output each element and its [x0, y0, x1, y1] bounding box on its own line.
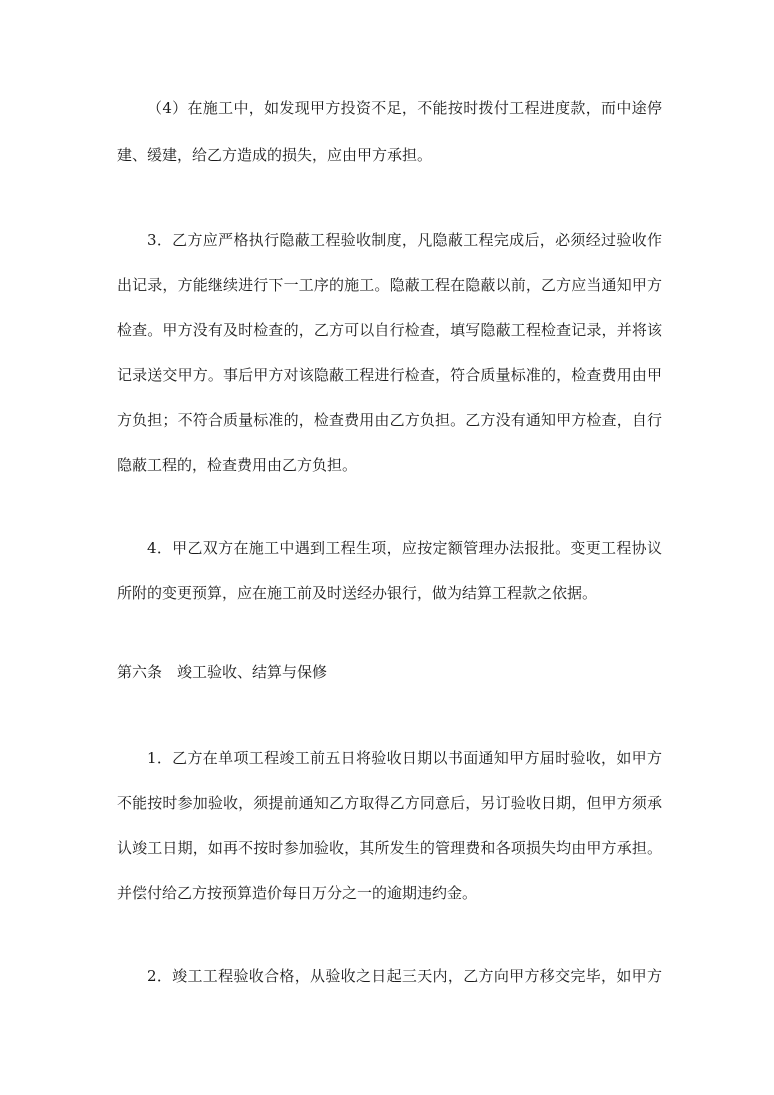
paragraph-line: 并偿付给乙方按预算造价每日万分之一的逾期违约金。 [117, 884, 478, 902]
paragraph-line: 所附的变更预算，应在施工前及时送经办银行，做为结算工程款之依据。 [117, 584, 598, 602]
paragraph-line: 1．乙方在单项工程竣工前五日将验收日期以书面通知甲方届时验收，如甲方 [147, 749, 662, 767]
paragraph-line: 2．竣工工程验收合格，从验收之日起三天内，乙方向甲方移交完毕，如甲方 [147, 967, 662, 985]
paragraph-line: （4）在施工中，如发现甲方投资不足，不能按时拨付工程进度款，而中途停 [147, 99, 662, 117]
section-heading: 第六条 竣工验收、结算与保修 [117, 663, 328, 681]
paragraph-line: 隐蔽工程的，检查费用由乙方负担。 [117, 456, 358, 474]
paragraph-line: 3．乙方应严格执行隐蔽工程验收制度，凡隐蔽工程完成后，必须经过验收作 [147, 231, 662, 249]
paragraph-line: 4．甲乙双方在施工中遇到工程生项，应按定额管理办法报批。变更工程协议 [147, 539, 662, 557]
paragraph-line: 记录送交甲方。事后甲方对该隐蔽工程进行检查，符合质量标准的，检查费用由甲 [117, 366, 662, 384]
paragraph-line: 认竣工日期，如再不按时参加验收，其所发生的管理费和各项损失均由甲方承担。 [117, 839, 662, 857]
paragraph-line: 检查。甲方没有及时检查的，乙方可以自行检查，填写隐蔽工程检查记录，并将该 [117, 321, 662, 339]
paragraph-line: 方负担；不符合质量标准的，检查费用由乙方负担。乙方没有通知甲方检查，自行 [117, 411, 662, 429]
paragraph-line: 出记录，方能继续进行下一工序的施工。隐蔽工程在隐蔽以前，乙方应当通知甲方 [117, 276, 662, 294]
paragraph-line: 不能按时参加验收，须提前通知乙方取得乙方同意后，另订验收日期，但甲方须承 [117, 794, 662, 812]
paragraph-line: 建、缓建，给乙方造成的损失，应由甲方承担。 [117, 146, 433, 164]
